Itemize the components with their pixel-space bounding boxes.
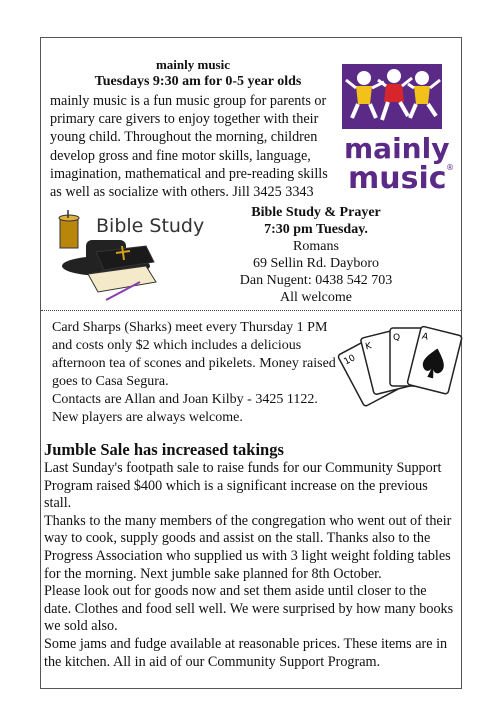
text-line: and costs only $2 which includes a delicious [52, 338, 302, 353]
text-line: we sold also. [44, 618, 118, 635]
card-label: A [420, 331, 430, 343]
bible-study-time: 7:30 pm Tuesday. [264, 222, 368, 237]
bible-study-topic: Romans [293, 239, 339, 254]
text-line: stall. [44, 495, 72, 512]
text-line: mainly music is a fun music group for parents or [50, 93, 327, 109]
text-line: Please look out for goods now and set them aside until closer to the [44, 583, 427, 600]
text-line: the kitchen. All in aid of our Community Support Program. [44, 653, 381, 670]
mainly-music-description [50, 92, 350, 201]
text-line: Some jams and fudge available at reasonable prices. These items are in [44, 635, 448, 652]
text-line: way to cook, supply goods and assist on the stall. Thanks also to the [44, 530, 431, 547]
card-label: K [364, 341, 373, 353]
bible-study-title: Bible Study & Prayer [251, 205, 381, 220]
jumble-sale-title: Jumble Sale has increased takings [44, 440, 284, 459]
text-line: Progress Association who supplied us with 3 light weight folding tables [44, 547, 451, 564]
jumble-sale-text [44, 460, 458, 671]
bible-study-address: 69 Sellin Rd. Dayboro [253, 256, 379, 271]
text-line: as well as socialize with others. Jill 3425 3343 [50, 184, 314, 201]
mainly-music-logo [338, 58, 458, 198]
logo-word-mainly: mainly [344, 132, 450, 165]
mainly-music-title: mainly music [155, 57, 231, 72]
text-line: young child. Throughout the morning, children [50, 129, 318, 146]
text-line: Thanks to the many members of the congregation who went out of their [44, 512, 452, 529]
text-line: imagination, mathematical and pre-reading skills [50, 165, 328, 182]
logo-word-music: music [348, 161, 447, 196]
text-line: primary care givers to enjoy together with their [50, 111, 319, 128]
bible-study-details [226, 238, 406, 306]
text-line: Program raised $400 which is a significant increase on the previous [44, 477, 428, 494]
text-line: afternoon tea of scones and pikelets. Money raised [52, 356, 336, 371]
text-line: Card Sharps (Sharks) meet every Thursday 1 PM [52, 320, 328, 335]
text-line: goes to Casa Segura. [52, 374, 169, 389]
bible-study-image-label: Bible Study [96, 215, 205, 237]
text-line: date. Clothes and food sell well. We were surprised by how many books [44, 600, 454, 617]
dancing-children-logo [338, 58, 458, 198]
text-line: Contacts are Allan and Joan Kilby - 3425 1122. [52, 392, 318, 407]
text-line: New players are always welcome. [52, 410, 243, 425]
card-label: 10 [342, 353, 358, 368]
mainly-music-schedule: Tuesdays 9:30 am for 0-5 year olds [94, 74, 302, 89]
bible-study-contact: Dan Nugent: 0438 542 703 [239, 273, 393, 288]
playing-cards-icon [342, 320, 458, 412]
text-line: for the morning. Next jumble sake planned for 8th October. [44, 565, 382, 582]
text-line: Last Sunday's footpath sale to raise funds for our Community Support [44, 460, 442, 476]
section-divider [41, 310, 461, 311]
card-label: Q [393, 333, 401, 343]
bible-study-clipart [46, 204, 226, 304]
text-line: develop gross and fine motor skills, language, [50, 147, 311, 164]
bible-study-heading [226, 204, 406, 238]
card-sharps-text [52, 319, 352, 427]
registered-mark: ® [446, 163, 454, 172]
bible-study-welcome: All welcome [280, 290, 352, 305]
